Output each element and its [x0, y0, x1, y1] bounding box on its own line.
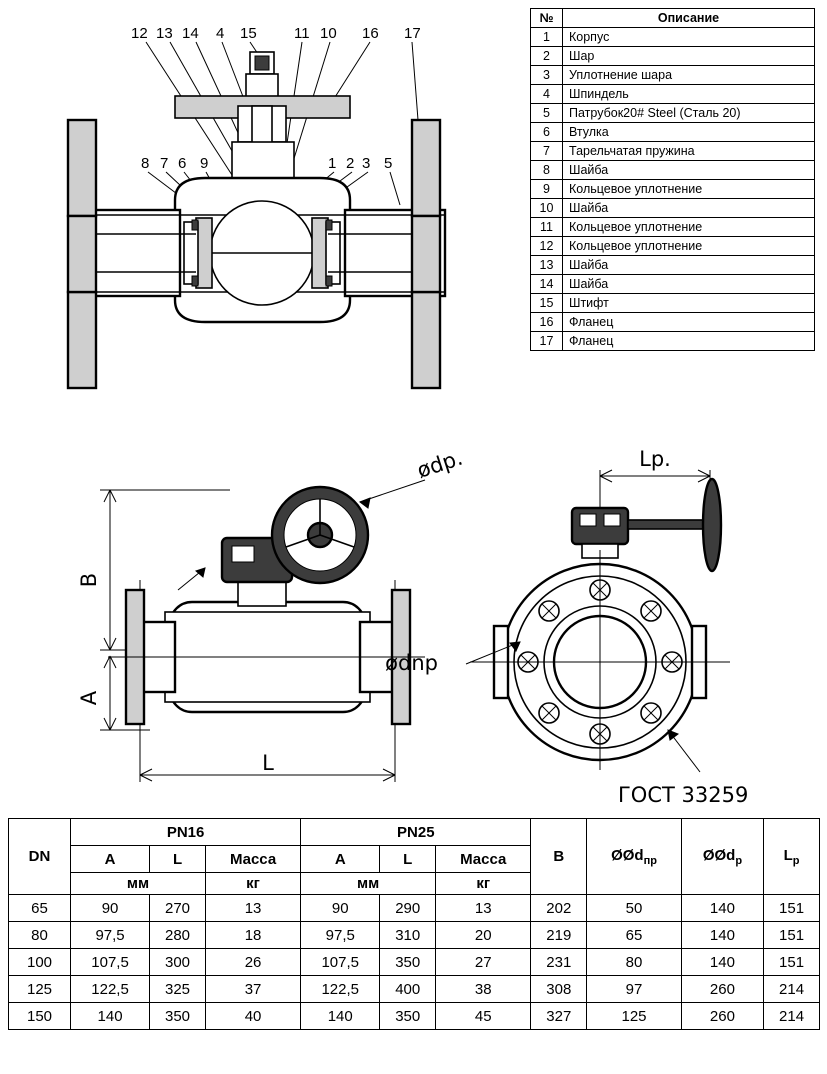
spec-row	[9, 922, 820, 949]
callout-17: 17	[404, 25, 421, 42]
spec-cell-pn25-m: 20	[436, 922, 531, 949]
spec-cell-dn: 80	[9, 922, 71, 949]
legend-row	[531, 47, 815, 66]
legend-cell-num: 3	[531, 66, 563, 85]
spec-cell-pn16-m: 26	[205, 949, 300, 976]
legend-cell-desc: Корпус	[563, 28, 815, 47]
spec-header-dn: DN	[9, 819, 71, 895]
spec-cell-pn16-l: 325	[150, 976, 206, 1003]
legend-cell-num: 1	[531, 28, 563, 47]
callout-13: 13	[156, 25, 173, 42]
legend-header-desc: Описание	[563, 9, 815, 28]
spec-cell-pn16-l: 270	[150, 895, 206, 922]
legend-row	[531, 332, 815, 351]
spec-header-group-row	[9, 819, 820, 846]
dim-label-A: A	[77, 690, 101, 706]
spec-cell-pn16-a: 140	[71, 1003, 150, 1030]
spec-cell-d-pr: 80	[587, 949, 682, 976]
spec-cell-d-p: 140	[681, 949, 763, 976]
spec-row	[9, 1003, 820, 1030]
legend-row	[531, 180, 815, 199]
cross-section-svg	[0, 0, 530, 430]
spec-cell-lp: 151	[764, 895, 820, 922]
spec-cell-dn: 150	[9, 1003, 71, 1030]
spec-cell-pn25-a: 122,5	[301, 976, 380, 1003]
callout-11: 11	[294, 25, 310, 42]
legend-cell-desc: Шайба	[563, 275, 815, 294]
legend-row	[531, 142, 815, 161]
legend-cell-num: 12	[531, 237, 563, 256]
spec-cell-d-pr: 125	[587, 1003, 682, 1030]
legend-cell-desc: Шпиндель	[563, 85, 815, 104]
spec-unit-kg-25: кг	[436, 873, 531, 895]
spec-cell-pn25-a: 97,5	[301, 922, 380, 949]
spec-cell-dn: 125	[9, 976, 71, 1003]
spec-unit-kg-16: кг	[205, 873, 300, 895]
spec-cell-pn25-m: 45	[436, 1003, 531, 1030]
legend-row	[531, 275, 815, 294]
spec-cell-b: 308	[531, 976, 587, 1003]
legend-cell-desc: Шайба	[563, 161, 815, 180]
spec-header-pn25-a: A	[301, 846, 380, 873]
callout-9: 9	[200, 155, 209, 172]
legend-cell-num: 9	[531, 180, 563, 199]
legend-cell-desc: Шайба	[563, 256, 815, 275]
spec-row	[9, 976, 820, 1003]
spec-cell-pn25-l: 400	[380, 976, 436, 1003]
spec-cell-pn16-l: 350	[150, 1003, 206, 1030]
spec-cell-pn16-a: 122,5	[71, 976, 150, 1003]
spec-header-pn16-l: L	[150, 846, 206, 873]
spec-cell-pn16-m: 13	[205, 895, 300, 922]
assembly-views-svg	[0, 430, 827, 820]
legend-cell-desc: Фланец	[563, 313, 815, 332]
spec-cell-pn16-m: 37	[205, 976, 300, 1003]
spec-header-lp: $L_р$	[764, 819, 820, 895]
legend-row	[531, 123, 815, 142]
callout-2: 2	[346, 155, 355, 172]
assembly-views-drawing	[0, 430, 827, 820]
spec-cell-pn25-m: 13	[436, 895, 531, 922]
legend-cell-num: 13	[531, 256, 563, 275]
standard-label: ГОСТ 33259	[618, 783, 749, 807]
dim-label-phi-dp: ødp.	[414, 445, 466, 483]
spec-cell-pn16-m: 18	[205, 922, 300, 949]
dim-label-L: L	[262, 751, 274, 775]
callout-16: 16	[362, 25, 379, 42]
spec-cell-d-p: 140	[681, 895, 763, 922]
spec-header-d-pr: ØØd$_{пр}$	[587, 819, 682, 895]
legend-row	[531, 104, 815, 123]
legend-cell-num: 7	[531, 142, 563, 161]
spec-header-b: B	[531, 819, 587, 895]
parts-legend-table	[530, 8, 815, 351]
callout-8: 8	[141, 155, 150, 172]
legend-cell-desc: Фланец	[563, 332, 815, 351]
spec-cell-pn16-l: 280	[150, 922, 206, 949]
legend-row	[531, 313, 815, 332]
spec-cell-pn25-a: 107,5	[301, 949, 380, 976]
dim-label-B: B	[77, 572, 101, 588]
spec-header-d-p: ØØd$_р$	[681, 819, 763, 895]
spec-header-pn25-l: L	[380, 846, 436, 873]
legend-cell-desc: Штифт	[563, 294, 815, 313]
legend-cell-num: 15	[531, 294, 563, 313]
spec-cell-dn: 65	[9, 895, 71, 922]
spec-cell-pn16-l: 300	[150, 949, 206, 976]
legend-row	[531, 85, 815, 104]
spec-cell-pn16-m: 40	[205, 1003, 300, 1030]
legend-cell-num: 14	[531, 275, 563, 294]
legend-cell-num: 17	[531, 332, 563, 351]
spec-cell-pn25-l: 310	[380, 922, 436, 949]
legend-cell-desc: Тарельчатая пружина	[563, 142, 815, 161]
callout-14: 14	[182, 25, 199, 42]
spec-cell-pn25-a: 90	[301, 895, 380, 922]
legend-row	[531, 199, 815, 218]
legend-cell-desc: Шар	[563, 47, 815, 66]
legend-cell-num: 16	[531, 313, 563, 332]
callout-3: 3	[362, 155, 371, 172]
legend-cell-num: 4	[531, 85, 563, 104]
callout-10: 10	[320, 25, 337, 42]
spec-cell-b: 327	[531, 1003, 587, 1030]
spec-cell-d-p: 140	[681, 922, 763, 949]
spec-cell-pn16-a: 107,5	[71, 949, 150, 976]
dimensions-spec-table	[8, 818, 820, 1030]
spec-cell-pn25-l: 290	[380, 895, 436, 922]
spec-cell-b: 202	[531, 895, 587, 922]
callout-6: 6	[178, 155, 187, 172]
legend-cell-desc: Патрубок20# Steel (Сталь 20)	[563, 104, 815, 123]
callout-4: 4	[216, 25, 225, 42]
spec-header-pn16: PN16	[71, 819, 301, 846]
dim-label-Lp: Lp.	[639, 447, 671, 471]
spec-cell-lp: 151	[764, 949, 820, 976]
legend-cell-num: 6	[531, 123, 563, 142]
dim-label-phi-dnp: ødnp	[385, 651, 438, 675]
spec-cell-pn25-m: 38	[436, 976, 531, 1003]
spec-unit-mm-16: мм	[71, 873, 206, 895]
spec-unit-mm-25: мм	[301, 873, 436, 895]
legend-row	[531, 256, 815, 275]
spec-cell-pn25-m: 27	[436, 949, 531, 976]
legend-row	[531, 28, 815, 47]
legend-cell-num: 8	[531, 161, 563, 180]
legend-row	[531, 218, 815, 237]
legend-cell-desc: Кольцевое уплотнение	[563, 237, 815, 256]
legend-header-row	[531, 9, 815, 28]
spec-cell-d-p: 260	[681, 976, 763, 1003]
spec-header-pn16-mass: Масса	[205, 846, 300, 873]
spec-cell-pn25-l: 350	[380, 1003, 436, 1030]
spec-cell-pn16-a: 90	[71, 895, 150, 922]
spec-cell-pn25-a: 140	[301, 1003, 380, 1030]
legend-cell-desc: Кольцевое уплотнение	[563, 180, 815, 199]
legend-cell-num: 10	[531, 199, 563, 218]
spec-header-pn25: PN25	[301, 819, 531, 846]
legend-cell-num: 11	[531, 218, 563, 237]
spec-cell-lp: 151	[764, 922, 820, 949]
callout-12: 12	[131, 25, 148, 42]
spec-cell-lp: 214	[764, 1003, 820, 1030]
callout-1: 1	[328, 155, 337, 172]
legend-cell-desc: Уплотнение шара	[563, 66, 815, 85]
legend-cell-num: 5	[531, 104, 563, 123]
spec-header-pn25-mass: Масса	[436, 846, 531, 873]
callout-5: 5	[384, 155, 393, 172]
legend-cell-desc: Втулка	[563, 123, 815, 142]
spec-cell-b: 231	[531, 949, 587, 976]
spec-cell-b: 219	[531, 922, 587, 949]
spec-cell-d-p: 260	[681, 1003, 763, 1030]
legend-cell-num: 2	[531, 47, 563, 66]
callout-15: 15	[240, 25, 257, 42]
spec-header-pn16-a: A	[71, 846, 150, 873]
spec-cell-pn16-a: 97,5	[71, 922, 150, 949]
legend-row	[531, 66, 815, 85]
legend-cell-desc: Шайба	[563, 199, 815, 218]
spec-cell-d-pr: 65	[587, 922, 682, 949]
spec-cell-pn25-l: 350	[380, 949, 436, 976]
callout-7: 7	[160, 155, 169, 172]
legend-row	[531, 237, 815, 256]
legend-row	[531, 294, 815, 313]
legend-row	[531, 161, 815, 180]
spec-cell-d-pr: 50	[587, 895, 682, 922]
spec-row	[9, 895, 820, 922]
spec-cell-lp: 214	[764, 976, 820, 1003]
spec-row	[9, 949, 820, 976]
legend-cell-desc: Кольцевое уплотнение	[563, 218, 815, 237]
legend-header-num: №	[531, 9, 563, 28]
spec-cell-d-pr: 97	[587, 976, 682, 1003]
spec-cell-dn: 100	[9, 949, 71, 976]
